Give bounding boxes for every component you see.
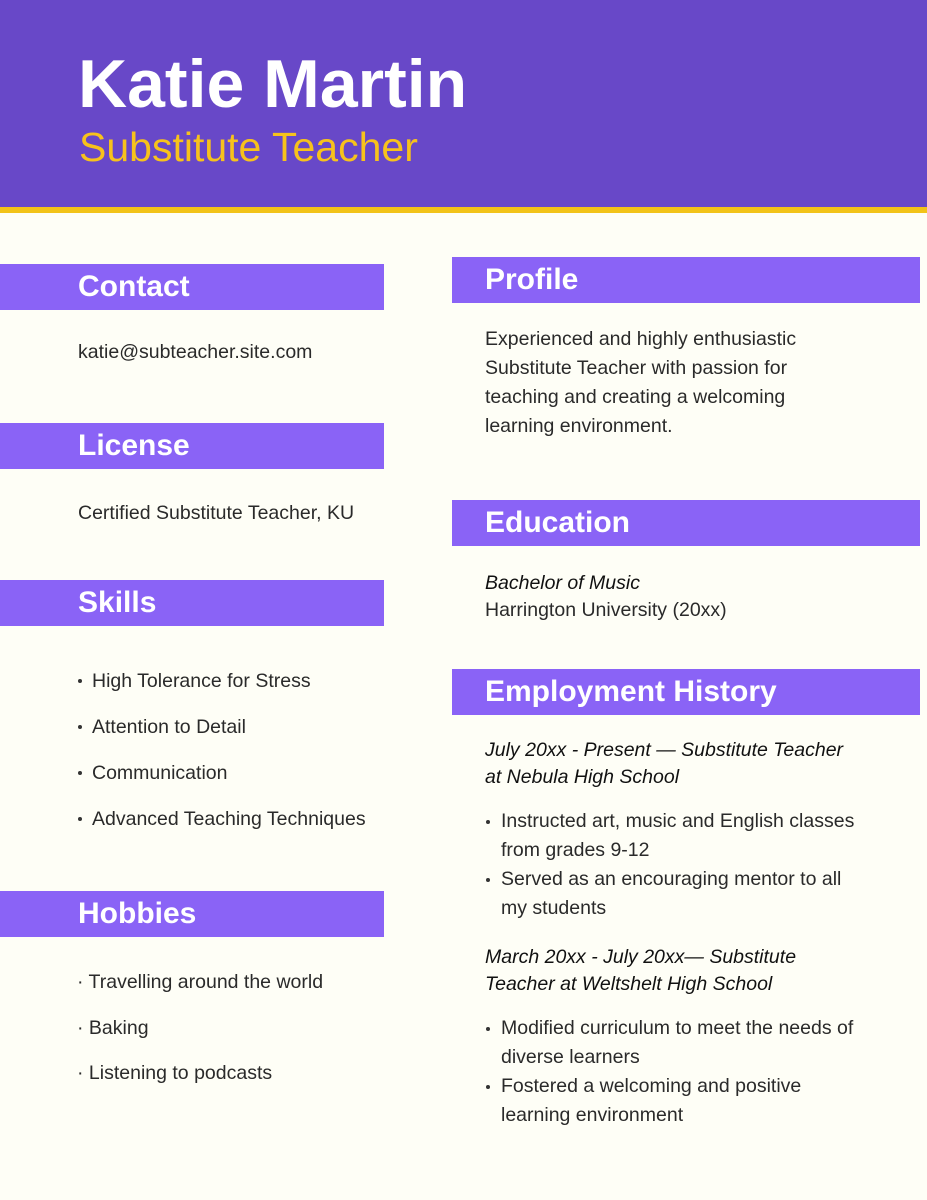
job-title-line: March 20xx - July 20xx— Substitute	[485, 946, 797, 968]
job-bullet: Instructed art, music and English classes from grades 9-12	[485, 807, 861, 865]
hobby-item: · Travelling around the world	[77, 971, 324, 993]
section-bar-education	[452, 500, 920, 546]
section-bar-profile	[452, 257, 920, 303]
job-1-bullets	[485, 807, 861, 923]
job-2-bullets	[485, 1014, 861, 1130]
person-name: Katie Martin	[78, 46, 468, 122]
section-heading-employment: Employment History	[485, 675, 777, 708]
hobbies-list	[77, 969, 323, 1106]
section-heading-license: License	[78, 429, 190, 462]
section-bar-employment	[452, 669, 920, 715]
profile-line: Substitute Teacher with passion for	[485, 357, 788, 379]
job-title-1	[485, 737, 843, 791]
education-school: Harrington University (20xx)	[485, 599, 727, 621]
section-bar-contact	[0, 264, 384, 310]
job-title: Substitute Teacher	[79, 124, 418, 170]
section-bar-license	[0, 423, 384, 469]
job-bullet: Modified curriculum to meet the needs of diverse learners	[485, 1014, 861, 1072]
section-bar-hobbies	[0, 891, 384, 937]
profile-line: learning environment.	[485, 415, 673, 437]
skill-item: High Tolerance for Stress	[78, 668, 366, 714]
header-divider	[0, 207, 927, 213]
profile-line: teaching and creating a welcoming	[485, 386, 786, 408]
profile-summary	[485, 325, 796, 441]
section-heading-skills: Skills	[78, 586, 157, 619]
skill-item: Attention to Detail	[78, 714, 366, 760]
profile-line: Experienced and highly enthusiastic	[485, 328, 797, 350]
job-bullet: Fostered a welcoming and positive learning environment	[485, 1072, 861, 1130]
job-title-2	[485, 944, 796, 998]
job-title-line: Teacher at Weltshelt High School	[485, 973, 773, 995]
section-heading-education: Education	[485, 506, 631, 539]
skills-list	[78, 668, 366, 852]
job-title-line: at Nebula High School	[485, 766, 680, 788]
section-heading-contact: Contact	[78, 270, 190, 303]
education-degree: Bachelor of Music	[485, 572, 640, 594]
skill-item: Advanced Teaching Techniques	[78, 806, 366, 852]
section-heading-profile: Profile	[485, 263, 579, 296]
section-heading-hobbies: Hobbies	[78, 897, 197, 930]
job-bullet: Served as an encouraging mentor to all my students	[485, 865, 861, 923]
skill-item: Communication	[78, 760, 366, 806]
resume-header	[0, 0, 927, 207]
job-title-line: July 20xx - Present — Substitute Teacher	[485, 739, 844, 761]
section-bar-skills	[0, 580, 384, 626]
contact-email: katie@subteacher.site.com	[78, 341, 313, 363]
license-text: Certified Substitute Teacher, KU	[78, 502, 355, 524]
hobby-item: · Listening to podcasts	[77, 1062, 273, 1084]
education-entry	[485, 570, 727, 624]
hobby-item: · Baking	[77, 1016, 149, 1039]
